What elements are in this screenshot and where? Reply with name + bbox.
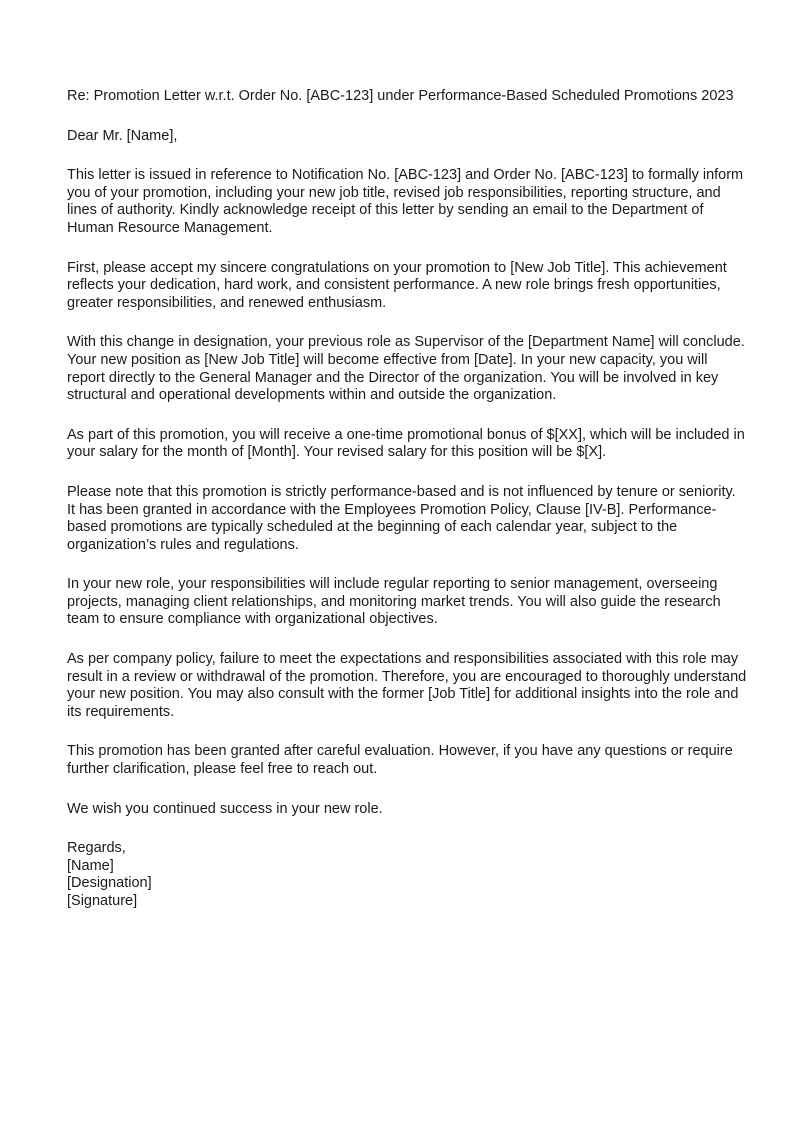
paragraph-responsibilities: In your new role, your responsibilities will include regular reporting to senior management, overseeing projects, managing client relationships, and monitoring market trends. You will also guide the research team to ensure compliance with organizational objectives. xyxy=(67,576,721,628)
closing-signature: [Signature] xyxy=(67,893,138,909)
paragraph-policy: Please note that this promotion is strictly performance-based and is not influenced by tenure or seniority. It has been granted in accordance with the Employees Promotion Policy, Clause [IV-B]. Performance-based promotions are typically scheduled at the beginning of each calendar year, subject to the organization’s rules and regulations. xyxy=(67,483,736,553)
paragraph-congratulations: First, please accept my sincere congratulations on your promotion to [New Job Title]. This achievement reflects your dedication, hard work, and consistent performance. A new role brings fresh opportunities, greater responsibilities, and renewed enthusiasm. xyxy=(67,259,727,311)
paragraph-designation-change: With this change in designation, your previous role as Supervisor of the [Department Name] will conclude. Your new position as [New Job Title] will become effective from [Date]. In your new capacity, you will report directly to the General Manager and the Director of the organization. You will be involved in key structural and operational developments within and outside the organization. xyxy=(67,334,745,404)
closing-regards: Regards, xyxy=(67,840,126,857)
paragraph-evaluation: This promotion has been granted after careful evaluation. However, if you have any questions or require further clarification, please feel free to reach out. xyxy=(67,743,733,778)
letter-closing xyxy=(67,840,747,910)
letter-body xyxy=(67,88,747,911)
letter-salutation: Dear Mr. [Name], xyxy=(67,127,178,144)
paragraph-expectations: As per company policy, failure to meet the expectations and responsibilities associated with this role may result in a review or withdrawal of the promotion. Therefore, you are encouraged to thoroughly understand your new position. You may also consult with the former [Job Title] for additional insights into the role and its requirements. xyxy=(67,651,747,720)
paragraph-bonus: As part of this promotion, you will receive a one-time promotional bonus of $[XX], which will be included in your salary for the month of [Month]. Your revised salary for this position will be $[X]. xyxy=(67,426,745,461)
paragraph-wishes: We wish you continued success in your new role. xyxy=(67,800,383,817)
letter-subject: Re: Promotion Letter w.r.t. Order No. [ABC-123] under Performance-Based Scheduled Promotions 2023 xyxy=(67,88,734,104)
closing-designation: [Designation] xyxy=(67,875,152,892)
closing-name: [Name] xyxy=(67,857,114,874)
paragraph-reference: This letter is issued in reference to Notification No. [ABC-123] and Order No. [ABC-123] to formally inform you of your promotion, including your new job title, revised job responsibilities, reporting structure, and lines of authority. Kindly acknowledge receipt of this letter by sending an email to the Department of Human Resource Management. xyxy=(67,167,744,236)
